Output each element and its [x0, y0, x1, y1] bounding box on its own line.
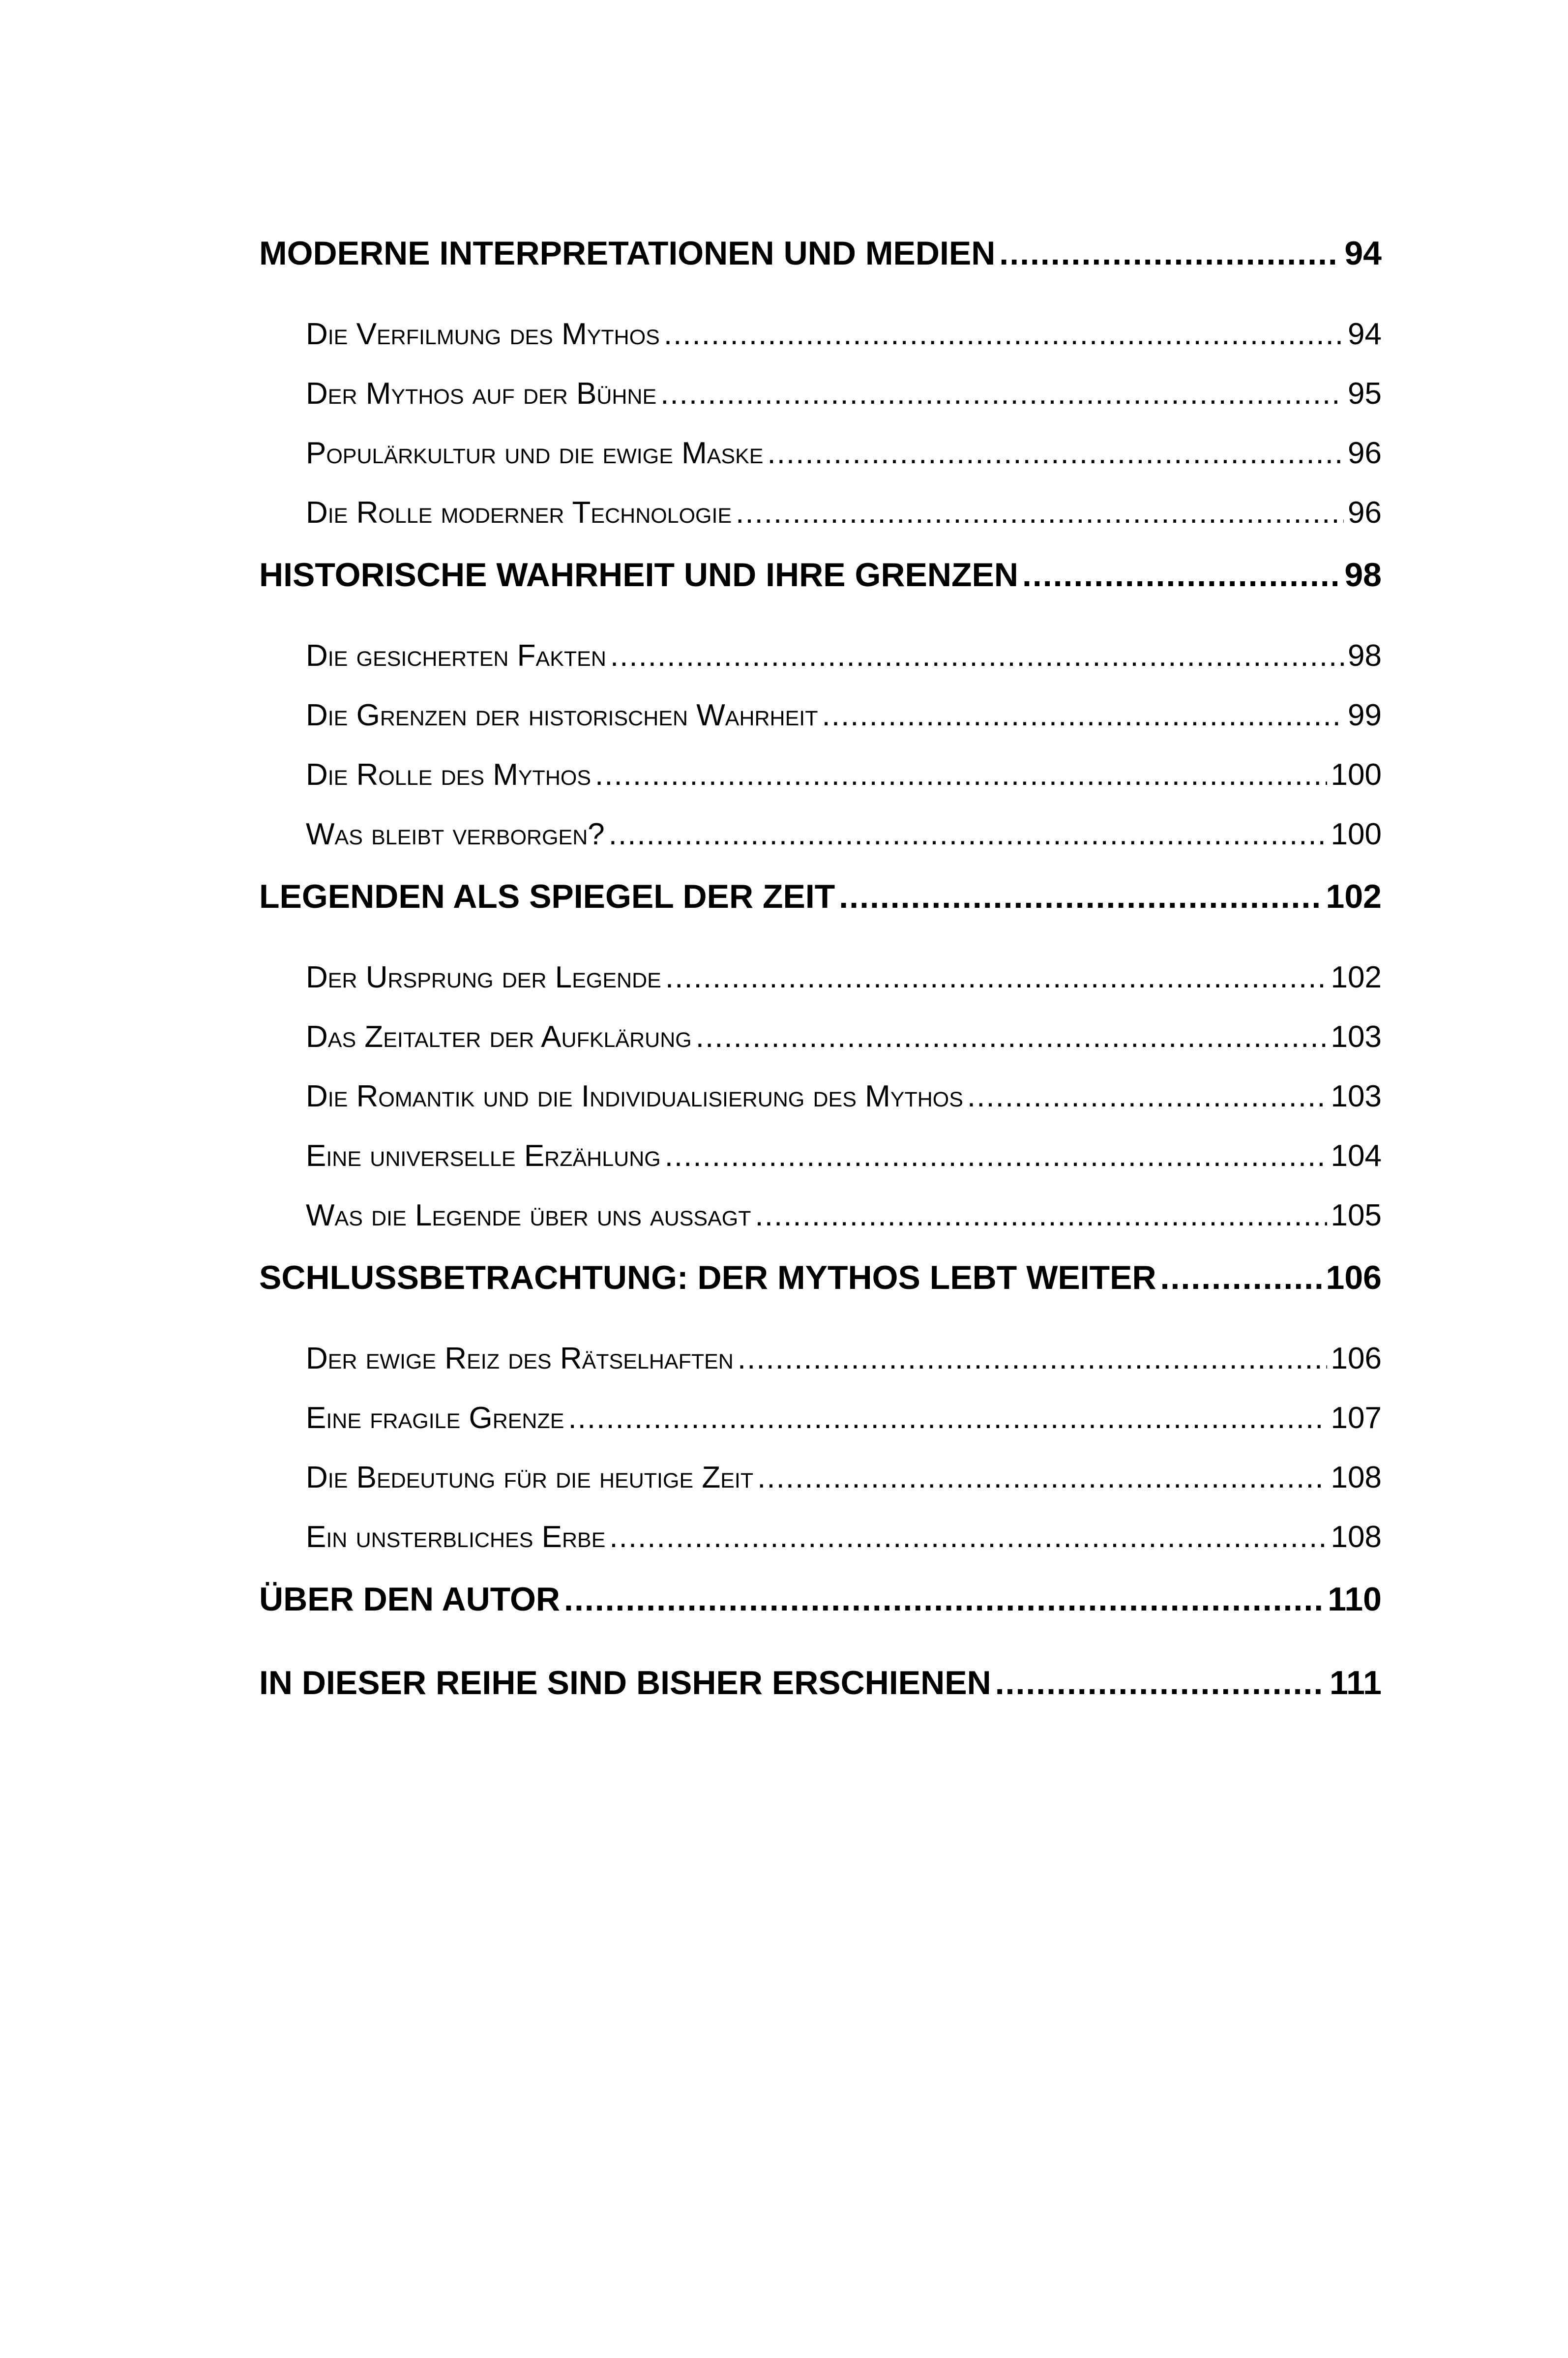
- toc-section: [259, 815, 1382, 874]
- toc-chapter-title: ÜBER DEN AUTOR: [259, 1581, 561, 1618]
- toc-section: [259, 315, 1382, 374]
- toc-section-title: Was die Legende über uns aussagt: [306, 1198, 751, 1232]
- toc-page-number: 104: [1331, 1139, 1382, 1173]
- dot-leader: [822, 696, 1344, 735]
- toc-section-title: Die Rolle moderner Technologie: [306, 496, 732, 530]
- toc-section: [259, 636, 1382, 696]
- dot-leader: [665, 958, 1327, 997]
- toc-section: [259, 1136, 1382, 1196]
- toc-chapter-title: LEGENDEN ALS SPIEGEL DER ZEIT: [259, 878, 835, 915]
- toc-page-number: 99: [1348, 698, 1382, 732]
- toc-section-title: Der ewige Reiz des Rätselhaften: [306, 1342, 734, 1375]
- toc-page-number: 106: [1326, 1259, 1382, 1296]
- toc-page-number: 102: [1326, 878, 1382, 915]
- dot-leader: [610, 636, 1344, 676]
- dot-leader: [757, 1458, 1327, 1497]
- toc-section: [259, 1399, 1382, 1458]
- toc-section: [259, 1339, 1382, 1399]
- toc-page-number: 98: [1348, 639, 1382, 673]
- toc-section: [259, 1077, 1382, 1136]
- toc-section-title: Eine fragile Grenze: [306, 1401, 564, 1435]
- toc-section-title: Ein unsterbliches Erbe: [306, 1520, 606, 1554]
- dot-leader: [1022, 553, 1340, 597]
- toc-section-title: Die Romantik und die Individualisierung des Mythos: [306, 1079, 963, 1113]
- dot-leader: [664, 315, 1344, 354]
- dot-leader: [767, 434, 1344, 473]
- dot-leader: [755, 1196, 1327, 1235]
- toc-page-number: 103: [1331, 1020, 1382, 1054]
- dot-leader: [665, 1136, 1327, 1176]
- toc-page-number: 96: [1348, 436, 1382, 470]
- toc-page-number: 102: [1331, 960, 1382, 994]
- dot-leader: [736, 493, 1344, 533]
- dot-leader: [839, 874, 1322, 919]
- toc-page-number: 107: [1331, 1401, 1382, 1435]
- toc-page-number: 94: [1348, 317, 1382, 351]
- toc-section-title: Die Rolle des Mythos: [306, 758, 591, 792]
- toc-section-title: Eine universelle Erzählung: [306, 1139, 661, 1173]
- toc-section-title: Was bleibt verborgen?: [306, 817, 605, 851]
- toc-section-title: Die Bedeutung für die heutige Zeit: [306, 1461, 754, 1494]
- toc-section-title: Die Grenzen der historischen Wahrheit: [306, 698, 818, 732]
- toc-section: [259, 374, 1382, 434]
- toc-page-number: 103: [1331, 1079, 1382, 1113]
- toc-section-title: Die Verfilmung des Mythos: [306, 317, 660, 351]
- toc-section: [259, 1196, 1382, 1255]
- toc-section: [259, 493, 1382, 553]
- dot-leader: [999, 231, 1340, 275]
- toc-chapter: [259, 231, 1382, 315]
- dot-leader: [660, 374, 1344, 414]
- toc-section: [259, 1458, 1382, 1518]
- toc-section: [259, 696, 1382, 755]
- dot-leader: [738, 1339, 1327, 1378]
- dot-leader: [696, 1017, 1327, 1057]
- toc-section: [259, 755, 1382, 815]
- toc-page-number: 96: [1348, 496, 1382, 530]
- toc-section: [259, 434, 1382, 493]
- dot-leader: [568, 1399, 1327, 1438]
- toc-page-number: 108: [1331, 1461, 1382, 1494]
- dot-leader: [1160, 1255, 1322, 1300]
- toc-page-number: 108: [1331, 1520, 1382, 1554]
- toc-section-title: Populärkultur und die ewige Maske: [306, 436, 764, 470]
- dot-leader: [564, 1577, 1324, 1621]
- toc-section-title: Der Mythos auf der Bühne: [306, 377, 657, 411]
- dot-leader: [609, 1518, 1327, 1557]
- toc-section: [259, 1518, 1382, 1577]
- toc-section-title: Das Zeitalter der Aufklärung: [306, 1020, 692, 1054]
- dot-leader: [609, 815, 1327, 854]
- toc-chapter: [259, 1255, 1382, 1339]
- toc-page-number: 100: [1331, 758, 1382, 792]
- toc-section-title: Der Ursprung der Legende: [306, 960, 661, 994]
- toc-page-number: 98: [1344, 556, 1382, 594]
- toc-chapter-title: HISTORISCHE WAHRHEIT UND IHRE GRENZEN: [259, 556, 1018, 594]
- toc-page-number: 111: [1330, 1664, 1382, 1701]
- toc-chapter-title: MODERNE INTERPRETATIONEN UND MEDIEN: [259, 235, 996, 272]
- toc-page-number: 95: [1348, 377, 1382, 411]
- toc-page-number: 106: [1331, 1342, 1382, 1375]
- toc-page-number: 100: [1331, 817, 1382, 851]
- table-of-contents: [259, 231, 1382, 1744]
- toc-section: [259, 1017, 1382, 1077]
- toc-section-title: Die gesicherten Fakten: [306, 639, 606, 673]
- dot-leader: [967, 1077, 1327, 1116]
- dot-leader: [995, 1661, 1326, 1705]
- toc-chapter: [259, 553, 1382, 636]
- toc-page-number: 105: [1331, 1198, 1382, 1232]
- toc-chapter: [259, 1577, 1382, 1661]
- toc-page-number: 94: [1344, 235, 1382, 272]
- toc-chapter: [259, 1661, 1382, 1744]
- toc-page-number: 110: [1328, 1581, 1382, 1618]
- toc-chapter: [259, 874, 1382, 958]
- toc-chapter-title: SCHLUSSBETRACHTUNG: DER MYTHOS LEBT WEITER: [259, 1259, 1156, 1296]
- toc-chapter-title: IN DIESER REIHE SIND BISHER ERSCHIENEN: [259, 1664, 991, 1701]
- toc-section: [259, 958, 1382, 1017]
- dot-leader: [595, 755, 1327, 795]
